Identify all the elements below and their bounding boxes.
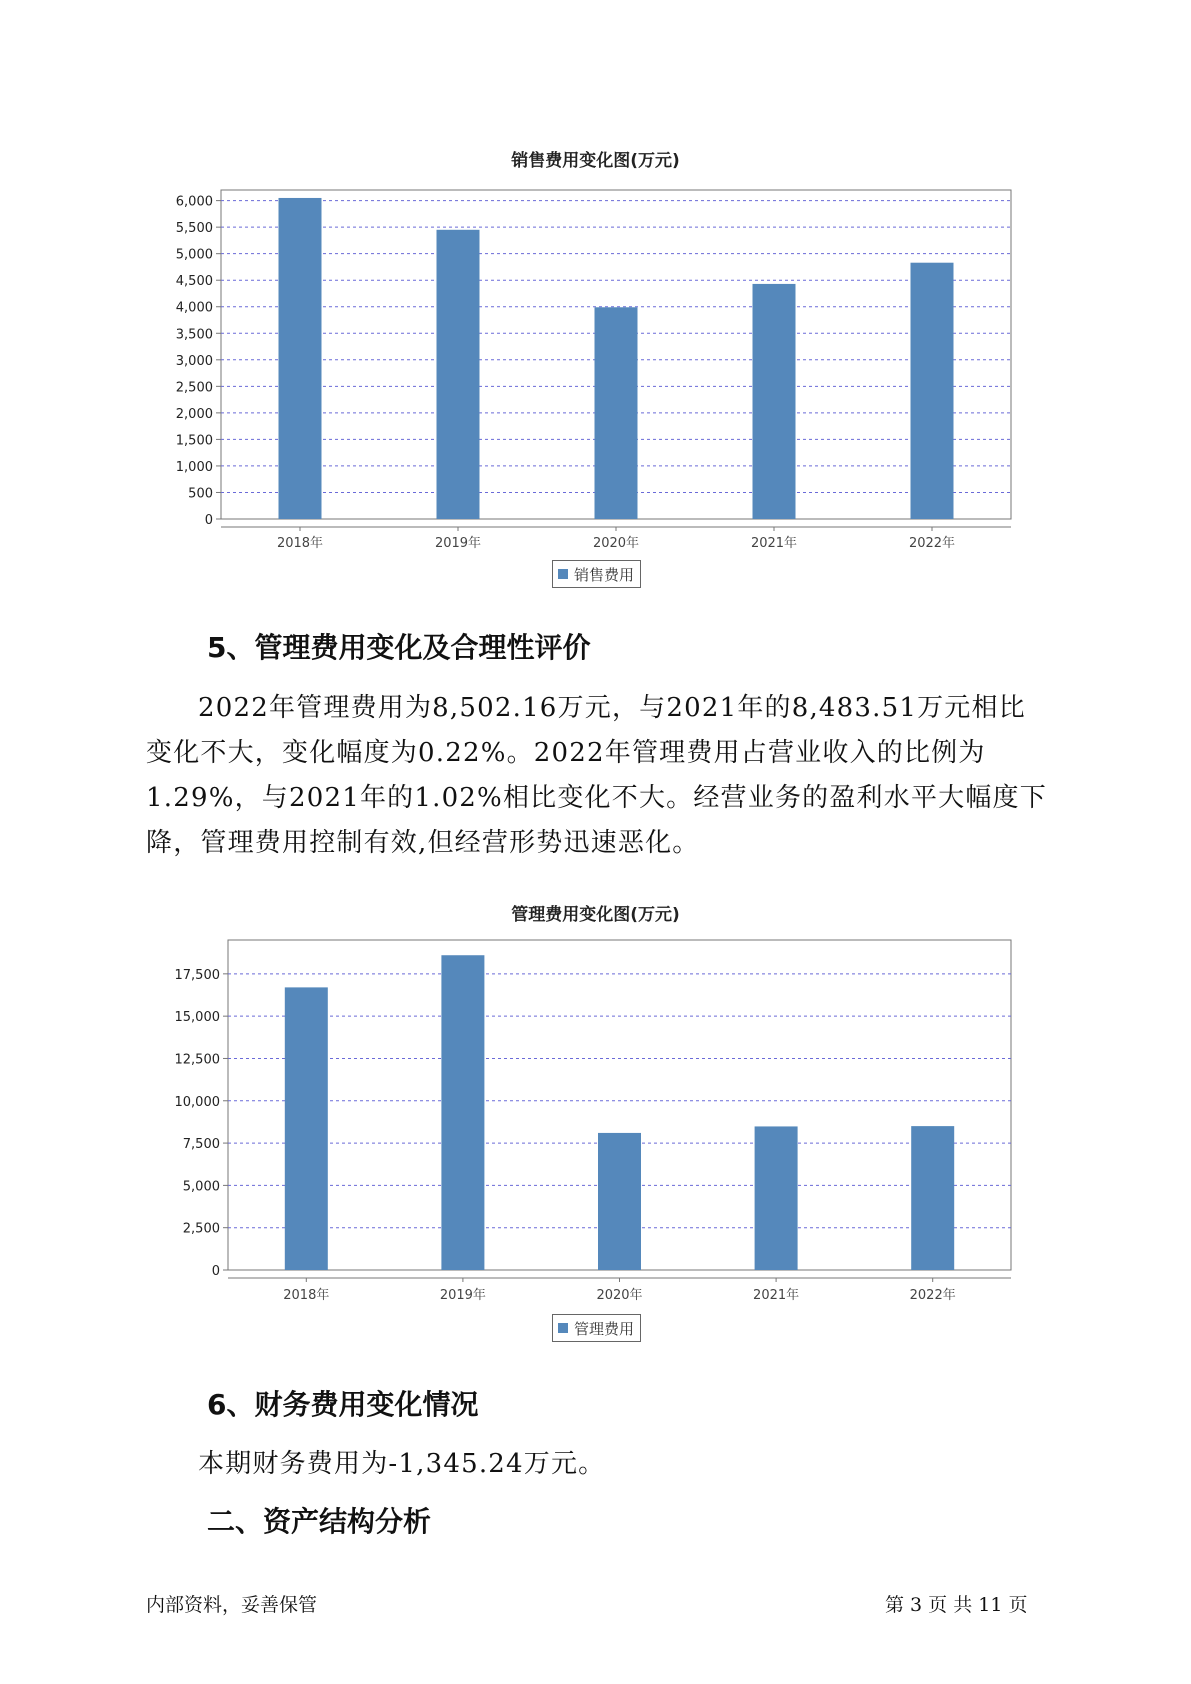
legend-label: 管理费用 — [574, 1319, 635, 1338]
admin-chart-title: 管理费用变化图(万元) — [511, 905, 680, 925]
y-tick-label: 17,500 — [174, 967, 220, 983]
y-tick-label: 4,000 — [175, 300, 213, 316]
section-5-paragraph: 2022年管理费用为8,502.16万元，与2021年的8,483.51万元相比变化不大，变化幅度为0.22%。2022年管理费用占营业收入的比例为1.29%，与2021年的1.02%相比变化不大。经营业务的盈利水平大幅度下降，管理费用控制有效,但经营形势迅速恶化。 — [146, 693, 1047, 858]
legend-swatch — [558, 1323, 568, 1333]
y-tick-label: 3,000 — [175, 353, 213, 369]
footer-page-number: 第 3 页 共 11 页 — [885, 1594, 1028, 1616]
footer-confidential: 内部资料，妥善保管 — [146, 1594, 318, 1616]
x-tick-label: 2021年 — [750, 536, 798, 551]
y-tick-label: 1,000 — [175, 459, 213, 475]
y-tick-label: 5,500 — [175, 221, 213, 237]
bar — [285, 987, 328, 1270]
y-tick-label: 12,500 — [174, 1052, 220, 1068]
y-tick-label: 4,500 — [175, 274, 213, 290]
y-tick-label: 3,500 — [175, 327, 213, 343]
y-tick-label: 0 — [211, 1264, 220, 1279]
y-tick-label: 5,000 — [182, 1179, 220, 1195]
y-tick-label: 1,500 — [175, 433, 213, 449]
x-tick-label: 2020年 — [596, 1288, 643, 1303]
legend-label: 销售费用 — [574, 565, 635, 584]
y-tick-label: 15,000 — [174, 1010, 220, 1026]
y-tick-label: 500 — [188, 486, 213, 502]
part-2-heading: 二、资产结构分析 — [207, 1505, 432, 1538]
bar — [911, 1126, 954, 1270]
y-tick-label: 6,000 — [175, 194, 213, 210]
y-tick-label: 7,500 — [182, 1137, 220, 1153]
x-tick-label: 2021年 — [753, 1288, 800, 1303]
x-tick-label: 2022年 — [908, 536, 956, 551]
y-tick-label: 5,000 — [175, 247, 213, 263]
x-tick-label: 2019年 — [439, 1288, 486, 1303]
bar — [755, 1126, 798, 1270]
x-tick-label: 2020年 — [592, 536, 640, 551]
x-tick-label: 2022年 — [909, 1288, 956, 1303]
y-tick-label: 10,000 — [174, 1094, 220, 1110]
admin-chart-legend — [552, 1314, 641, 1342]
sales-chart-title: 销售费用变化图(万元) — [511, 151, 680, 171]
bar — [598, 1133, 641, 1270]
x-tick-label: 2019年 — [434, 536, 482, 551]
y-tick-label: 0 — [204, 513, 213, 528]
bar — [441, 955, 484, 1270]
y-tick-label: 2,500 — [175, 380, 213, 396]
section-6-heading: 6、财务费用变化情况 — [207, 1388, 479, 1421]
y-tick-label: 2,000 — [175, 406, 213, 422]
y-tick-label: 2,500 — [182, 1221, 220, 1237]
x-tick-label: 2018年 — [276, 536, 324, 551]
section-5-heading: 5、管理费用变化及合理性评价 — [207, 631, 591, 664]
x-tick-label: 2018年 — [283, 1288, 330, 1303]
section-6-paragraph: 本期财务费用为-1,345.24万元。 — [198, 1449, 606, 1479]
